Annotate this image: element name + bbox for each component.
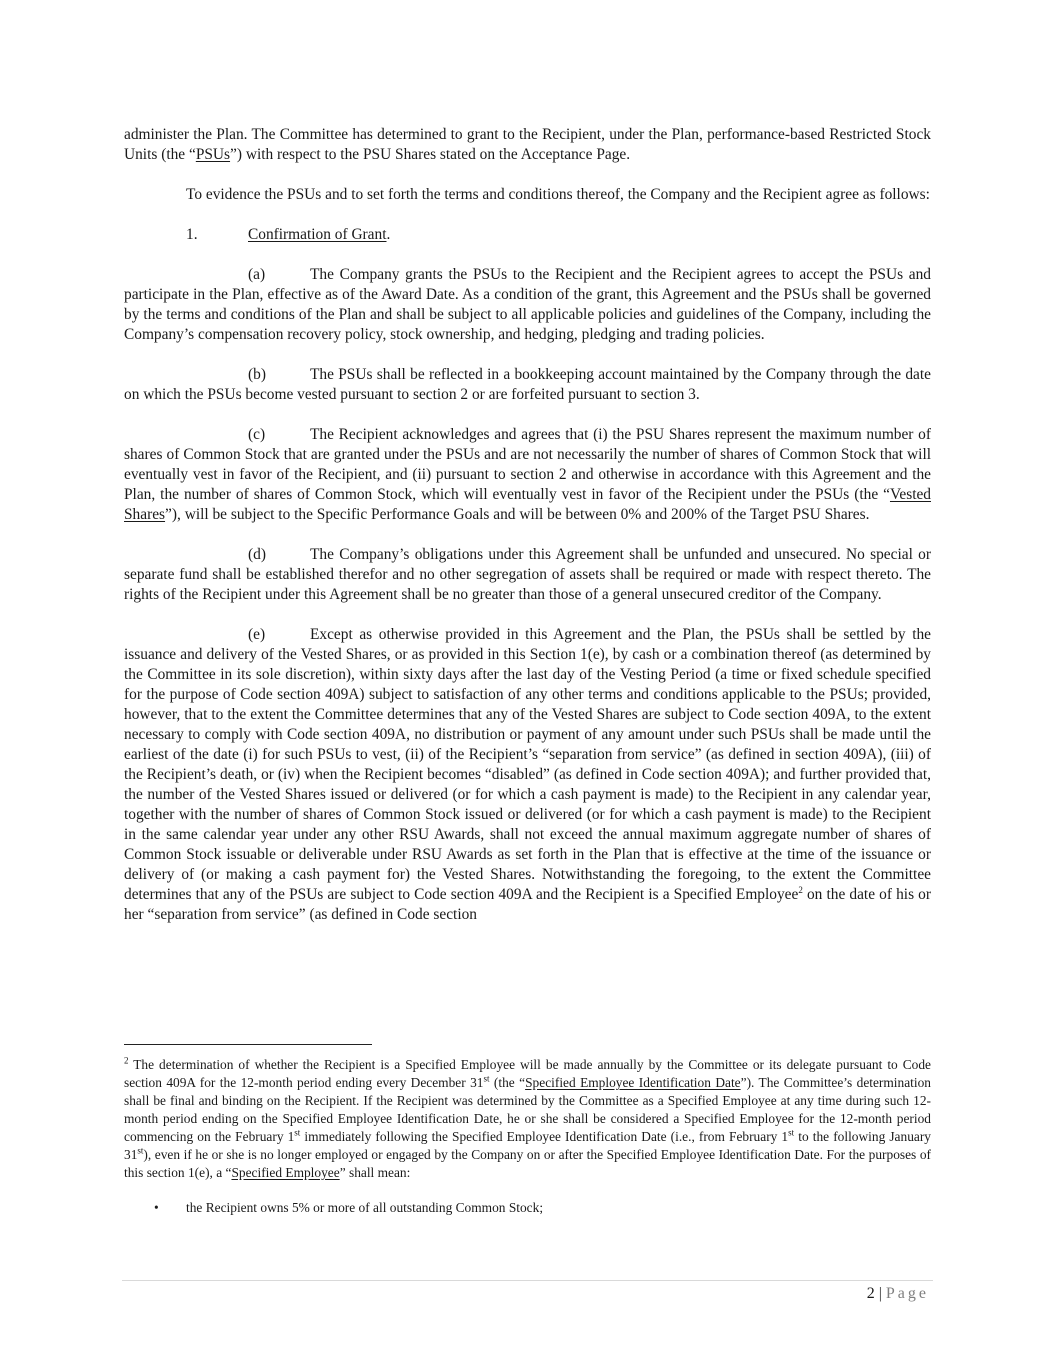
section-heading — [124, 225, 931, 245]
footnote-text-7: ” shall mean: — [339, 1165, 411, 1180]
footnote-text — [124, 1056, 931, 1182]
subsection-b-label: (b) — [248, 366, 266, 383]
footnote-text-4: immediately following the Specified Employee Identification Date (i.e., from February 1 — [300, 1129, 789, 1144]
subsection-d-text: The Company’s obligations under this Agreement shall be unfunded and unsecured. No special or separate fund shall be established therefor and no other segregation of assets shall be required or made with respect thereto. The rights of the Recipient under this Agreement shall be no greater than those of a general unsecured creditor of the Company. — [124, 546, 931, 603]
footnote-text-3: ”). The Committee’s determination shall be final and binding on the Recipient. If the Recipient was determined by the Committee as a Specified Employee at any time during such 12-month period ending on the Specified Employee Identification Date, he or she shall be considered a Specified Employee for the 12-month period commencing on the February 1 — [124, 1075, 931, 1144]
page-label: Page — [885, 1285, 929, 1302]
subsection-c-label: (c) — [248, 426, 266, 443]
subsection-a-text: The Company grants the PSUs to the Recipient and the Recipient agrees to accept the PSUs and participate in the Plan, effective as of the Award Date. As a condition of the grant, this Agreement and the PSUs shall be governed by the terms and conditions of the Plan and shall be subject to all applicable policies and guidelines of the Company, including the Company’s compensation recovery policy, stock ownership, and hedging, pledging and trading policies. — [124, 266, 931, 343]
document-body — [124, 125, 931, 925]
subsection-e-text: Except as otherwise provided in this Agreement and the Plan, the PSUs shall be settled by the issuance and delivery of the Vested Shares, or as provided in this Section 1(e), by cash or a combination thereof (as determined by the Committee in its sole discretion), within sixty days after the last day of the Vesting Period (a time or fixed schedule specified for the purpose of Code section 409A) subject to satisfaction of any other terms and conditions applicable to the PSUs; provided, however, that to the extent the Committee determines that any of the Vested Shares are subject to Code section 409A, to the extent necessary to comply with Code section 409A, no distribution or payment of any amount under such PSUs shall be made until the earliest of the date (i) for such PSUs to vest, (ii) of the Recipient’s “separation from service” (as defined in section 409A), (iii) of the Recipient’s death, or (iv) when the Recipient becomes “disabled” (as defined in Code section 409A); and further provided that, the number of the Vested Shares issued or delivered (or for which a cash payment is made) to the Recipient in any calendar year, together with the number of shares of Common Stock issued or delivered (or for which a cash payment is made) to the Recipient in the same calendar year under any other RSU Awards, shall not exceed the annual maximum aggregate number of shares of Common Stock issuable or deliverable under RSU Awards as set forth in the Plan that is effective at the time of the issuance or delivery of (or making a cash payment for) the Vested Shares. Notwithstanding the foregoing, to the extent the Committee determines that any of the PSUs are subject to Code section 409A and the Recipient is a Specified Employee — [124, 626, 931, 903]
subsection-a — [124, 265, 931, 345]
subsection-e-text-end: on the date of his or her “separation from service” (as defined in Code section — [124, 886, 932, 923]
subsection-c-text: The Recipient acknowledges and agrees that (i) the PSU Shares represent the maximum number of shares of Common Stock that are granted under the PSUs and are not necessarily the number of shares of Common Stock that will eventually vest in favor of the Recipient, and (ii) pursuant to section 2 and otherwise in accordance with this Agreement and the Plan, the number of shares of Common Stock, which will eventually vest in favor of the Recipient under the PSUs (the “ — [124, 426, 931, 503]
footnote-ordinal-1: st — [483, 1073, 490, 1084]
bullet-icon: • — [154, 1200, 159, 1215]
footnote-ordinal-3: st — [788, 1127, 795, 1138]
subsection-e — [124, 625, 931, 925]
intro-text-end: ”) with respect to the PSU Shares stated on the Acceptance Page. — [230, 146, 631, 163]
footnote-text-5: to the following January 31 — [124, 1129, 931, 1162]
footnote-text-6: ), even if he or she is no longer employed or engaged by the Company on or after the Specified Employee Identification Date. For the purposes of this section 1(e), a “ — [124, 1147, 931, 1180]
defined-term-specified-employee-identification-date: Specified Employee Identification Date — [525, 1075, 741, 1090]
bullet-text: the Recipient owns 5% or more of all outstanding Common Stock; — [186, 1200, 544, 1215]
section-number: 1. — [186, 226, 198, 243]
footnote-ordinal-4: st — [137, 1145, 144, 1156]
subsection-e-label: (e) — [248, 626, 266, 643]
footer-divider — [122, 1280, 933, 1281]
intro-paragraph — [124, 125, 931, 165]
page-separator: | — [878, 1285, 882, 1302]
intro-text: administer the Plan. The Committee has determined to grant to the Recipient, under the Plan, performance-based Restricted Stock Units (the “ — [124, 126, 931, 163]
defined-term-specified-employee: Specified Employee — [231, 1165, 340, 1180]
subsection-d-label: (d) — [248, 546, 266, 563]
subsection-c-text-end: ”), will be subject to the Specific Performance Goals and will be between 0% and 200% of the Target PSU Shares. — [165, 506, 870, 523]
defined-term-vested-shares: Vested Shares — [124, 486, 931, 523]
subsection-b-text: The PSUs shall be reflected in a bookkeeping account maintained by the Company through the date on which the PSUs become vested pursuant to section 2 or are forfeited pursuant to section 3. — [124, 366, 931, 403]
footnote-reference[interactable]: 2 — [798, 884, 803, 895]
page-number: 2 — [866, 1285, 875, 1302]
footnote-marker: 2 — [124, 1055, 129, 1066]
defined-term-psus: PSUs — [195, 146, 231, 163]
page-footer — [867, 1284, 929, 1304]
section-title-punct: . — [386, 226, 391, 243]
footnote-ordinal-2: st — [294, 1127, 301, 1138]
footnote-separator — [124, 1044, 372, 1045]
subsection-d — [124, 545, 931, 605]
footnote-text-1: The determination of whether the Recipient is a Specified Employee will be made annually by the Committee or its delegate pursuant to Code section 409A for the 12-month period ending every December 31 — [124, 1057, 931, 1090]
footnote-text-2: (the “ — [489, 1075, 526, 1090]
evidence-paragraph: To evidence the PSUs and to set forth the terms and conditions thereof, the Company and the Recipient agree as follows: — [186, 186, 930, 203]
subsection-a-label: (a) — [248, 266, 266, 283]
section-title: Confirmation of Grant — [248, 226, 387, 243]
subsection-b — [124, 365, 931, 405]
footnote — [124, 1056, 931, 1182]
subsection-c — [124, 425, 931, 525]
